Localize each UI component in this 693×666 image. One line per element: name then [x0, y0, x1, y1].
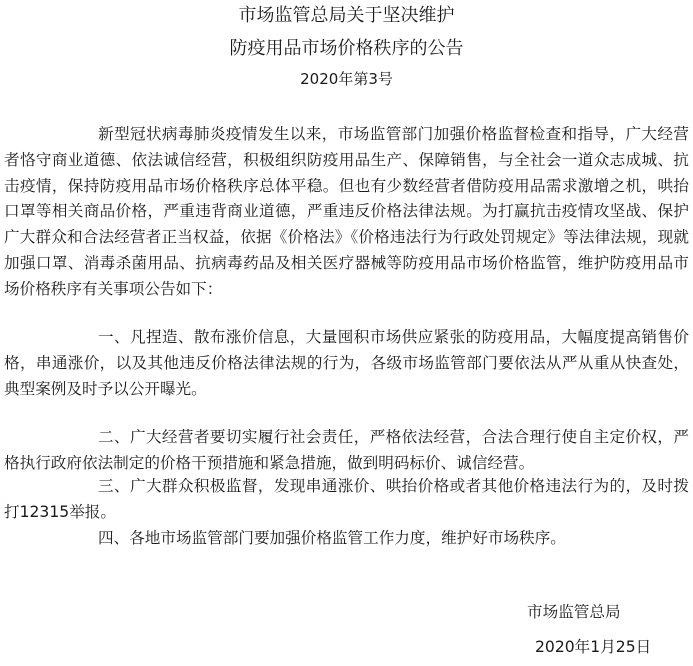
item-2-paragraph: 二、广大经营者要切实履行社会责任，严格依法经营，合法合理行使自主定价权，严格执行政府依法制定的价格干预措施和紧急措施，做到明码标价、诚信经营。 — [4, 428, 689, 472]
issue-date: 2020年1月25日 — [535, 638, 652, 656]
item-3-paragraph: 三、广大群众积极监督，发现串通涨价、哄抬价格或者其他价格违法行为的，及时拨打12315举报。 — [4, 477, 689, 521]
item-4-paragraph: 四、各地市场监管部门要加强价格监管工作力度，维护好市场秩序。 — [98, 529, 566, 547]
title-line-1: 市场监管总局关于坚决维护 — [238, 5, 455, 26]
signature: 市场监管总局 — [527, 603, 621, 621]
item-1-paragraph: 一、凡捏造、散布涨价信息，大量囤积市场供应紧张的防疫用品，大幅度提高销售价格，串通涨价，以及其他违反价格法律法规的行为，各级市场监管部门要依法从严从重从快查处，典型案例及时予以公开曝光。 — [4, 328, 689, 398]
title-line-2: 防疫用品市场价格秩序的公告 — [229, 38, 464, 59]
intro-paragraph: 新型冠状病毒肺炎疫情发生以来，市场监管部门加强价格监督检查和指导，广大经营者恪守商业道德、依法诚信经营，积极组织防疫用品生产、保障销售，与全社会一道众志成城、抗击疫情，保持防疫用品市场价格秩序总体平稳。但也有少数经营者借防疫用品需求激增之机，哄抬口罩等相关商品价格，严重违背商业道德，严重违反价格法律法规。为打赢抗击疫情攻坚战、保护广大群众和合法经营者正当权益，依据《价格法》《价格违法行为行政处罚规定》等法律法规，现就加强口罩、消毒杀菌用品、抗病毒药品及相关医疗器械等防疫用品市场价格监管，维护防疫用品市场价格秩序有关事项公告如下： — [4, 125, 689, 298]
document-number: 2020年第3号 — [300, 70, 393, 88]
